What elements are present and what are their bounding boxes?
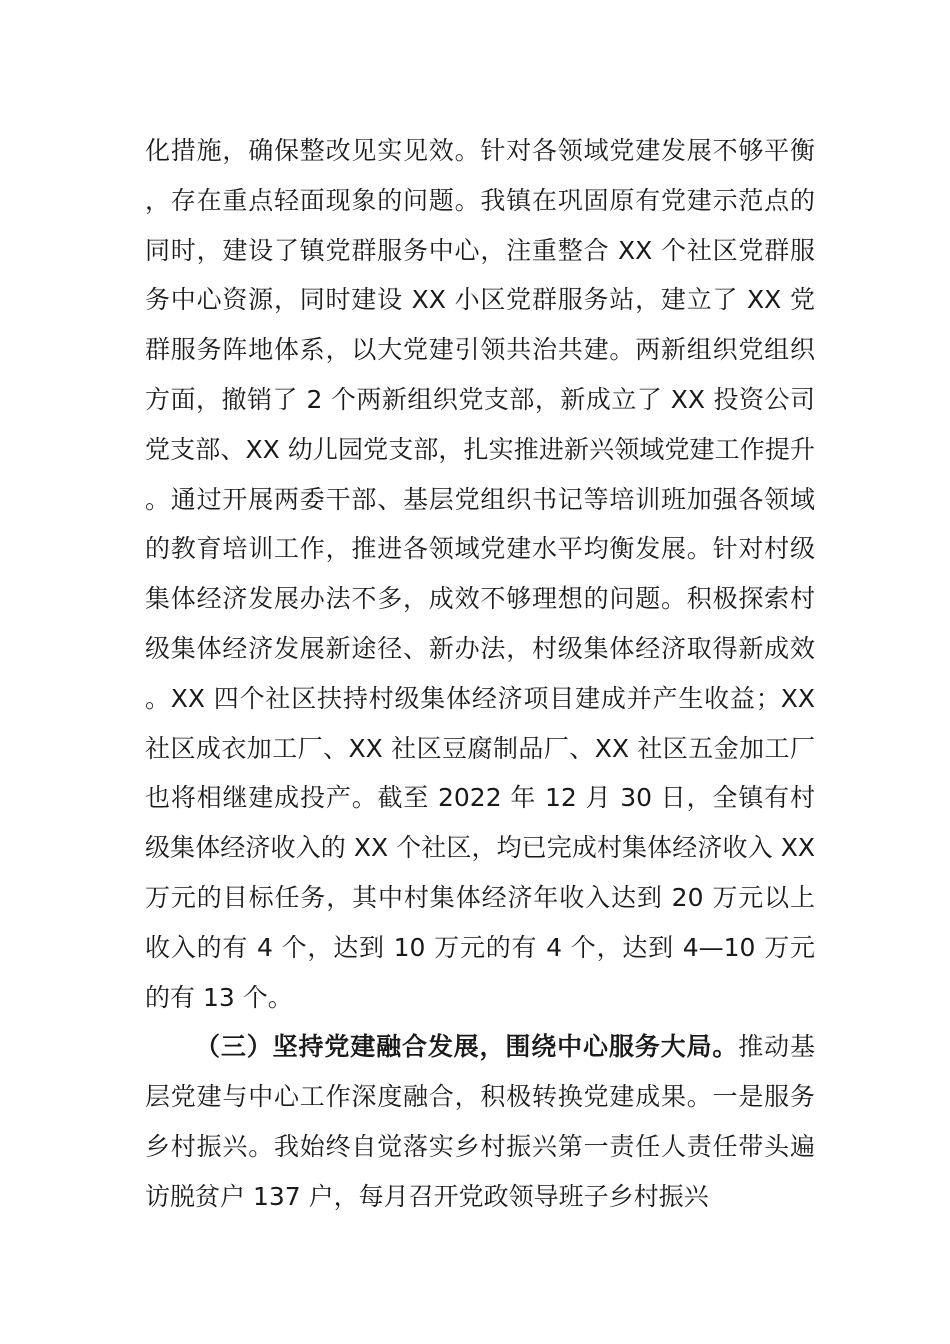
body-paragraph: 化措施，确保整改见实见效。针对各领域党建发展不够平衡，存在重点轻面现象的问题。我镇在巩固原有党建示范点的同时，建设了镇党群服务中心，注重整合 XX 个社区党群服务中心资源，同时建设 XX 小区党群服务站，建立了 XX 党群服务阵地体系，以大党建引领共治共建。两新组织党组织方面，撤销了 2 个两新组织党支部，新成立了 XX 投资公司党支部、XX 幼儿园党支部，扎实推进新兴领域党建工作提升。通过开展两委干部、基层党组织书记等培训班加强各领域的教育培训工作，推进各领域党建水平均衡发展。针对村级集体经济发展办法不多，成效不够理想的问题。积极探索村级集体经济发展新途径、新办法，村级集体经济取得新成效。XX 四个社区扶持村级集体经济项目建成并产生收益；XX 社区成衣加工厂、XX 社区豆腐制品厂、XX 社区五金加工厂也将相继建成投产。截至 2022 年 12 月 30 日，全镇有村级集体经济收入的 XX 个社区，均已完成村集体经济收入 XX 万元的目标任务，其中村集体经济年收入达到 20 万元以上收入的有 4 个，达到 10 万元的有 4 个，达到 4—10 万元的有 13 个。 [145, 136, 815, 1012]
document-body [145, 126, 815, 1222]
section-body-text: 推动基层党建与中心工作深度融合，积极转换党建成果。一是服务乡村振兴。我始终自觉落实乡村振兴第一责任人责任带头遍访脱贫户 137 户，每月召开党政领导班子乡村振兴 [145, 1032, 815, 1211]
section-heading: （三）坚持党建融合发展，围绕中心服务大局。 [195, 1032, 739, 1062]
section-paragraph [145, 1022, 815, 1221]
